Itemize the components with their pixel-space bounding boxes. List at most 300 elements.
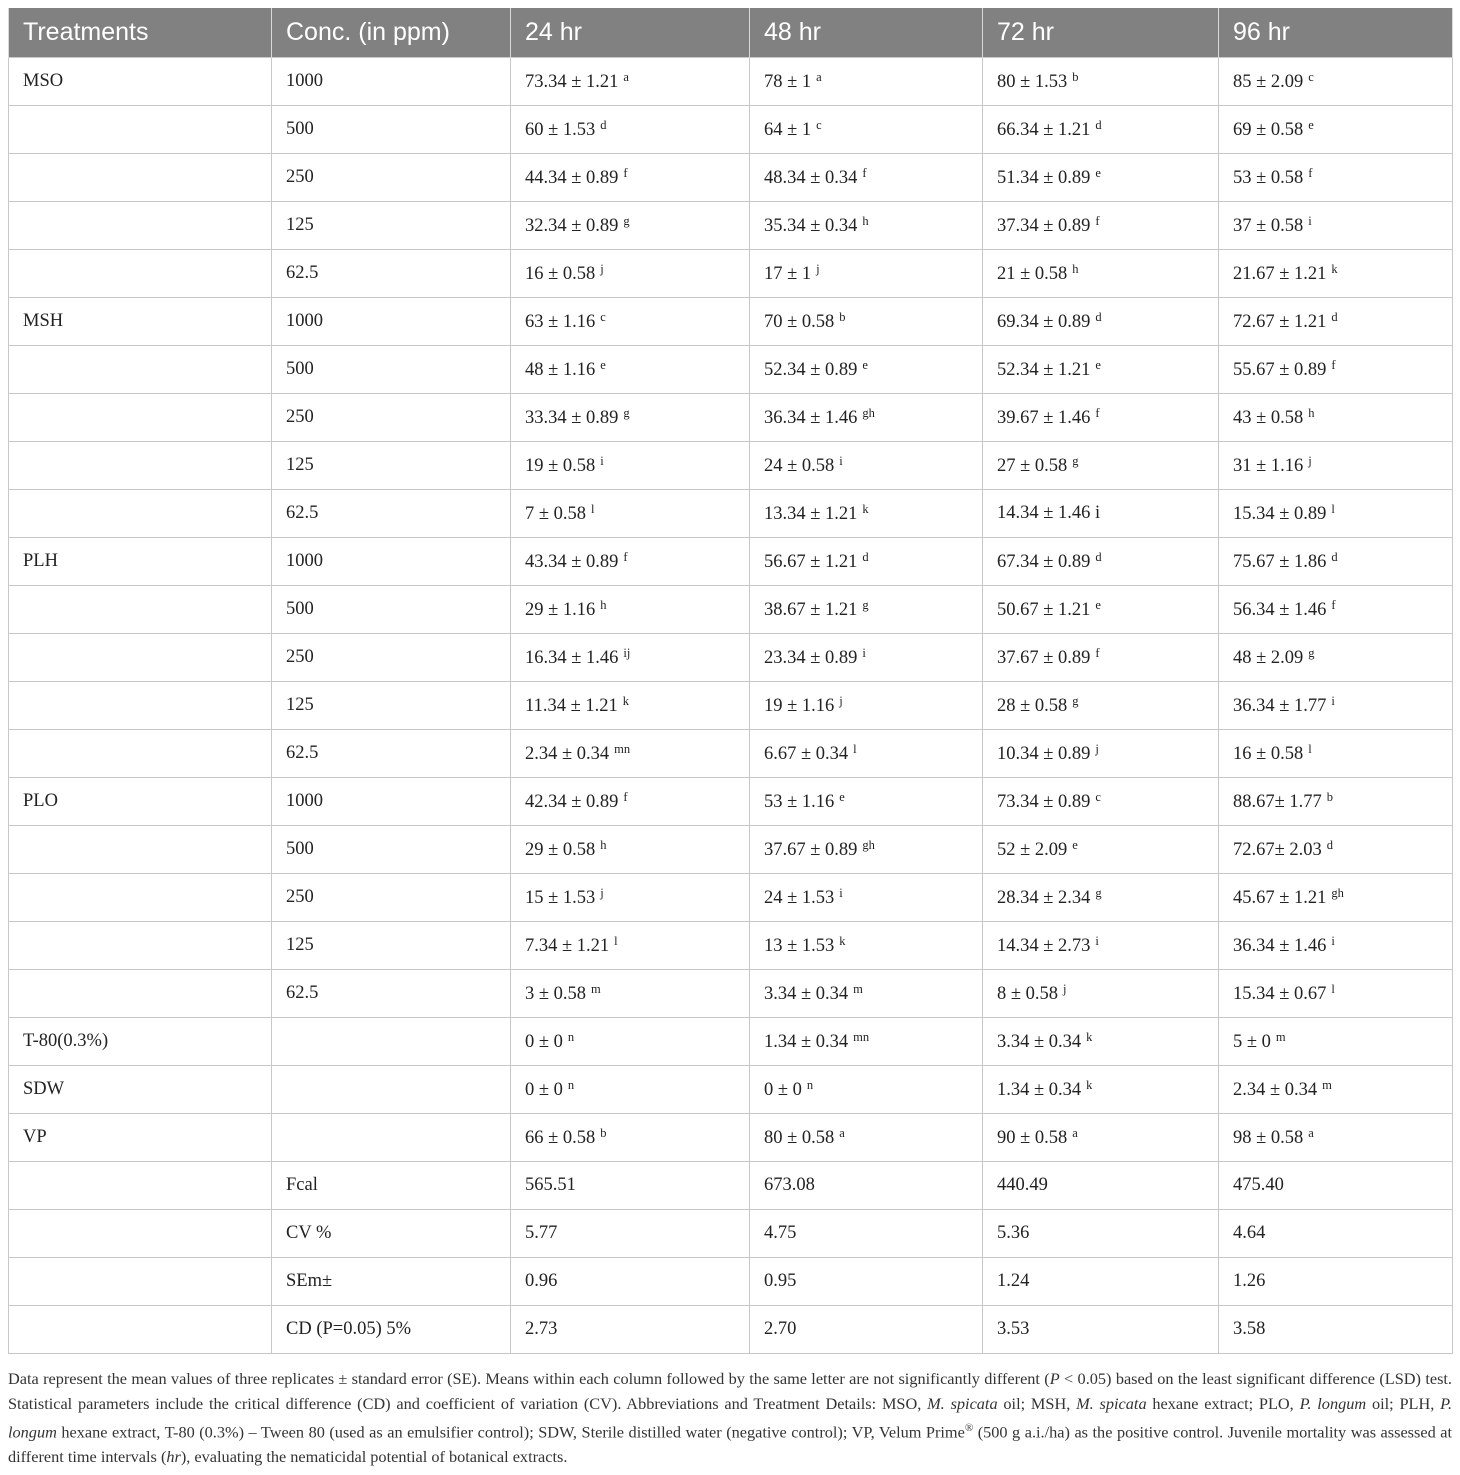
value-cell — [750, 106, 983, 154]
significance-letter: j — [600, 262, 604, 276]
mean-se-value: 53 ± 0.58 — [1233, 168, 1304, 188]
value-cell — [750, 442, 983, 490]
significance-letter: i — [839, 886, 843, 900]
value-cell — [511, 1258, 750, 1306]
conc-cell: 125 — [272, 202, 511, 250]
mean-se-value: 52 ± 2.09 — [997, 840, 1068, 860]
conc-cell — [272, 1066, 511, 1114]
treatment-cell — [9, 346, 272, 394]
mean-se-value: 80 ± 1.53 — [997, 72, 1068, 92]
value-cell — [1219, 298, 1453, 346]
mean-se-value: 39.67 ± 1.46 — [997, 408, 1091, 428]
mean-se-value: 3.58 — [1233, 1319, 1266, 1339]
value-cell — [983, 1114, 1219, 1162]
significance-letter: g — [1072, 454, 1079, 468]
conc-cell: 62.5 — [272, 490, 511, 538]
value-cell — [1219, 1258, 1453, 1306]
value-cell — [1219, 442, 1453, 490]
mean-se-value: 28.34 ± 2.34 — [997, 888, 1091, 908]
treatment-cell: MSH — [9, 298, 272, 346]
mean-se-value: 43 ± 0.58 — [1233, 408, 1304, 428]
value-cell — [511, 826, 750, 874]
mean-se-value: 48.34 ± 0.34 — [764, 168, 858, 188]
significance-letter: g — [623, 406, 630, 420]
value-cell — [750, 682, 983, 730]
significance-letter: l — [1308, 742, 1312, 756]
significance-letter: j — [1063, 982, 1067, 996]
mean-se-value: 23.34 ± 0.89 — [764, 648, 858, 668]
significance-letter: f — [1095, 406, 1100, 420]
treatment-cell — [9, 1258, 272, 1306]
treatment-cell — [9, 394, 272, 442]
mean-se-value: 66 ± 0.58 — [525, 1128, 596, 1148]
significance-letter: a — [816, 70, 822, 84]
mean-se-value: 52.34 ± 0.89 — [764, 360, 858, 380]
conc-cell: 250 — [272, 394, 511, 442]
significance-letter: j — [816, 262, 820, 276]
significance-letter: e — [1072, 838, 1078, 852]
significance-letter: a — [1072, 1126, 1078, 1140]
significance-letter: i — [1308, 214, 1312, 228]
value-cell — [511, 1114, 750, 1162]
significance-letter: i — [600, 454, 604, 468]
value-cell — [750, 346, 983, 394]
significance-letter: mn — [614, 742, 631, 756]
treatment-cell — [9, 1210, 272, 1258]
mean-se-value: 475.40 — [1233, 1175, 1284, 1195]
conc-cell: 62.5 — [272, 730, 511, 778]
value-cell — [1219, 1018, 1453, 1066]
value-cell — [1219, 970, 1453, 1018]
mean-se-value: 19 ± 0.58 — [525, 456, 596, 476]
treatment-cell — [9, 202, 272, 250]
significance-letter: d — [1331, 550, 1338, 564]
value-cell — [511, 778, 750, 826]
significance-letter: f — [862, 166, 867, 180]
treatment-cell — [9, 106, 272, 154]
mean-se-value: 21 ± 0.58 — [997, 264, 1068, 284]
value-cell — [511, 1210, 750, 1258]
value-cell — [1219, 202, 1453, 250]
value-cell — [983, 490, 1219, 538]
value-cell — [511, 202, 750, 250]
mean-se-value: 36.34 ± 1.77 — [1233, 696, 1327, 716]
mean-se-value: 43.34 ± 0.89 — [525, 552, 619, 572]
significance-letter: ij — [623, 646, 631, 660]
table-row — [9, 922, 1453, 970]
mean-se-value: 35.34 ± 0.34 — [764, 216, 858, 236]
significance-letter: gh — [862, 406, 875, 420]
significance-letter: mn — [853, 1030, 870, 1044]
value-cell — [750, 1162, 983, 1210]
value-cell — [511, 154, 750, 202]
mean-se-value: 13.34 ± 1.21 — [764, 504, 858, 524]
treatment-cell: T-80(0.3%) — [9, 1018, 272, 1066]
treatment-cell: VP — [9, 1114, 272, 1162]
conc-cell: 500 — [272, 826, 511, 874]
significance-letter: k — [622, 694, 629, 708]
value-cell — [1219, 682, 1453, 730]
mean-se-value: 36.34 ± 1.46 — [764, 408, 858, 428]
significance-letter: f — [623, 550, 628, 564]
significance-letter: b — [1072, 70, 1079, 84]
conc-cell: CV % — [272, 1210, 511, 1258]
significance-letter: c — [1095, 790, 1101, 804]
value-cell — [983, 1018, 1219, 1066]
table-row — [9, 1066, 1453, 1114]
mean-se-value: 3.34 ± 0.34 — [997, 1032, 1082, 1052]
table-row — [9, 1306, 1453, 1354]
value-cell — [1219, 250, 1453, 298]
value-cell — [511, 730, 750, 778]
mean-se-value: 15.34 ± 0.67 — [1233, 984, 1327, 1004]
value-cell — [511, 634, 750, 682]
significance-letter: l — [1331, 982, 1335, 996]
mean-se-value: 63 ± 1.16 — [525, 312, 596, 332]
mean-se-value: 673.08 — [764, 1175, 815, 1195]
value-cell — [1219, 1114, 1453, 1162]
significance-letter: h — [862, 214, 869, 228]
value-cell — [983, 682, 1219, 730]
value-cell — [983, 538, 1219, 586]
value-cell — [511, 298, 750, 346]
significance-letter: h — [1072, 262, 1079, 276]
mean-se-value: 5 ± 0 — [1233, 1032, 1271, 1052]
significance-letter: j — [1308, 454, 1312, 468]
value-cell — [750, 58, 983, 106]
value-cell — [511, 586, 750, 634]
value-cell — [750, 1306, 983, 1354]
mean-se-value: 50.67 ± 1.21 — [997, 600, 1091, 620]
significance-letter: f — [623, 166, 628, 180]
significance-letter: f — [1331, 358, 1336, 372]
treatment-cell — [9, 730, 272, 778]
value-cell — [983, 1306, 1219, 1354]
value-cell — [750, 730, 983, 778]
table-row — [9, 634, 1453, 682]
value-cell — [750, 586, 983, 634]
value-cell — [511, 1162, 750, 1210]
mean-se-value: 0.95 — [764, 1271, 797, 1291]
value-cell — [750, 922, 983, 970]
mean-se-value: 37 ± 0.58 — [1233, 216, 1304, 236]
mean-se-value: 7.34 ± 1.21 — [525, 936, 610, 956]
mean-se-value: 24 ± 0.58 — [764, 456, 835, 476]
significance-letter: e — [1095, 166, 1101, 180]
value-cell — [511, 922, 750, 970]
value-cell — [1219, 346, 1453, 394]
value-cell — [511, 346, 750, 394]
value-cell — [983, 250, 1219, 298]
mean-se-value: 48 ± 2.09 — [1233, 648, 1304, 668]
conc-cell: 125 — [272, 682, 511, 730]
value-cell — [750, 538, 983, 586]
mean-se-value: 67.34 ± 0.89 — [997, 552, 1091, 572]
table-row — [9, 250, 1453, 298]
mean-se-value: 37.34 ± 0.89 — [997, 216, 1091, 236]
value-cell — [750, 874, 983, 922]
mean-se-value: 17 ± 1 — [764, 264, 812, 284]
value-cell — [750, 250, 983, 298]
table-row — [9, 346, 1453, 394]
value-cell — [983, 730, 1219, 778]
significance-letter: g — [862, 598, 869, 612]
table-row — [9, 106, 1453, 154]
significance-letter: h — [600, 838, 607, 852]
mean-se-value: 44.34 ± 0.89 — [525, 168, 619, 188]
table-row — [9, 874, 1453, 922]
mean-se-value: 2.34 ± 0.34 — [1233, 1080, 1318, 1100]
mean-se-value: 70 ± 0.58 — [764, 312, 835, 332]
mean-se-value: 80 ± 0.58 — [764, 1128, 835, 1148]
conc-cell: 250 — [272, 154, 511, 202]
significance-letter: m — [853, 982, 863, 996]
table-row — [9, 490, 1453, 538]
mean-se-value: 56.67 ± 1.21 — [764, 552, 858, 572]
significance-letter: f — [1095, 214, 1100, 228]
mean-se-value: 90 ± 0.58 — [997, 1128, 1068, 1148]
table-row — [9, 154, 1453, 202]
value-cell — [1219, 154, 1453, 202]
header-96hr: 96 hr — [1219, 8, 1453, 58]
table-row — [9, 1258, 1453, 1306]
mean-se-value: 0 ± 0 — [525, 1080, 563, 1100]
value-cell — [983, 1258, 1219, 1306]
significance-letter: g — [1308, 646, 1315, 660]
value-cell — [750, 970, 983, 1018]
conc-cell: 62.5 — [272, 970, 511, 1018]
mean-se-value: 6.67 ± 0.34 — [764, 744, 849, 764]
mean-se-value: 31 ± 1.16 — [1233, 456, 1304, 476]
significance-letter: n — [567, 1078, 575, 1092]
mean-se-value: 98 ± 0.58 — [1233, 1128, 1304, 1148]
value-cell — [1219, 394, 1453, 442]
value-cell — [983, 154, 1219, 202]
mean-se-value: 0 ± 0 — [764, 1080, 802, 1100]
value-cell — [511, 394, 750, 442]
mean-se-value: 440.49 — [997, 1175, 1048, 1195]
conc-cell: 250 — [272, 634, 511, 682]
mean-se-value: 32.34 ± 0.89 — [525, 216, 619, 236]
value-cell — [1219, 106, 1453, 154]
significance-letter: g — [1072, 694, 1079, 708]
conc-cell: CD (P=0.05) 5% — [272, 1306, 511, 1354]
value-cell — [511, 442, 750, 490]
mean-se-value: 1.34 ± 0.34 — [997, 1080, 1082, 1100]
mean-se-value: 48 ± 1.16 — [525, 360, 596, 380]
significance-letter: i — [1331, 694, 1335, 708]
value-cell — [511, 1066, 750, 1114]
header-48hr: 48 hr — [750, 8, 983, 58]
value-cell — [983, 106, 1219, 154]
mean-se-value: 73.34 ± 0.89 — [997, 792, 1091, 812]
mean-se-value: 27 ± 0.58 — [997, 456, 1068, 476]
table-row — [9, 586, 1453, 634]
mean-se-value: 5.36 — [997, 1223, 1030, 1243]
mean-se-value: 3.53 — [997, 1319, 1030, 1339]
significance-letter: c — [600, 310, 606, 324]
significance-letter: f — [1095, 646, 1100, 660]
value-cell — [1219, 634, 1453, 682]
treatment-cell — [9, 970, 272, 1018]
significance-letter: e — [600, 358, 606, 372]
value-cell — [750, 1114, 983, 1162]
value-cell — [983, 58, 1219, 106]
table-row — [9, 970, 1453, 1018]
value-cell — [1219, 1306, 1453, 1354]
mean-se-value: 3 ± 0.58 — [525, 984, 587, 1004]
mean-se-value: 16 ± 0.58 — [1233, 744, 1304, 764]
mean-se-value: 15.34 ± 0.89 — [1233, 504, 1327, 524]
value-cell — [1219, 826, 1453, 874]
significance-letter: f — [623, 790, 628, 804]
table-row — [9, 730, 1453, 778]
header-row — [9, 8, 1453, 58]
value-cell — [983, 922, 1219, 970]
mean-se-value: 51.34 ± 0.89 — [997, 168, 1091, 188]
conc-cell: 125 — [272, 442, 511, 490]
significance-letter: a — [1308, 1126, 1314, 1140]
conc-cell: 1000 — [272, 58, 511, 106]
mean-se-value: 14.34 ± 2.73 — [997, 936, 1091, 956]
value-cell — [750, 490, 983, 538]
table-row — [9, 202, 1453, 250]
mean-se-value: 7 ± 0.58 — [525, 504, 587, 524]
mean-se-value: 15 ± 1.53 — [525, 888, 596, 908]
value-cell — [511, 490, 750, 538]
mean-se-value: 0 ± 0 — [525, 1032, 563, 1052]
value-cell — [983, 970, 1219, 1018]
significance-letter: e — [1095, 358, 1101, 372]
treatment-cell: SDW — [9, 1066, 272, 1114]
mean-se-value: 69 ± 0.58 — [1233, 120, 1304, 140]
significance-letter: a — [839, 1126, 845, 1140]
mean-se-value: 1.26 — [1233, 1271, 1266, 1291]
treatment-cell — [9, 250, 272, 298]
value-cell — [983, 202, 1219, 250]
significance-letter: i — [1095, 934, 1099, 948]
header-treatments: Treatments — [9, 8, 272, 58]
significance-letter: n — [806, 1078, 814, 1092]
significance-letter: d — [1095, 310, 1102, 324]
conc-cell: 500 — [272, 586, 511, 634]
conc-cell: 125 — [272, 922, 511, 970]
value-cell — [1219, 490, 1453, 538]
table-container — [8, 8, 1452, 1354]
significance-letter: l — [591, 502, 595, 516]
mean-se-value: 16.34 ± 1.46 — [525, 648, 619, 668]
mean-se-value: 14.34 ± 1.46 i — [997, 503, 1101, 523]
table-row — [9, 538, 1453, 586]
table-row — [9, 1018, 1453, 1066]
significance-letter: b — [600, 1126, 607, 1140]
significance-letter: g — [623, 214, 630, 228]
results-table — [8, 8, 1453, 1354]
value-cell — [1219, 922, 1453, 970]
table-row — [9, 394, 1453, 442]
value-cell — [511, 538, 750, 586]
value-cell — [983, 346, 1219, 394]
mean-se-value: 3.34 ± 0.34 — [764, 984, 849, 1004]
mean-se-value: 37.67 ± 0.89 — [997, 648, 1091, 668]
significance-letter: e — [1095, 598, 1101, 612]
value-cell — [750, 1258, 983, 1306]
significance-letter: d — [600, 118, 607, 132]
value-cell — [983, 778, 1219, 826]
significance-letter: gh — [862, 838, 875, 852]
mean-se-value: 4.75 — [764, 1223, 797, 1243]
treatment-cell — [9, 490, 272, 538]
value-cell — [750, 826, 983, 874]
treatment-cell — [9, 682, 272, 730]
treatment-cell — [9, 922, 272, 970]
significance-letter: j — [600, 886, 604, 900]
value-cell — [983, 1162, 1219, 1210]
mean-se-value: 55.67 ± 0.89 — [1233, 360, 1327, 380]
mean-se-value: 72.67± 2.03 — [1233, 840, 1322, 860]
mean-se-value: 28 ± 0.58 — [997, 696, 1068, 716]
mean-se-value: 75.67 ± 1.86 — [1233, 552, 1327, 572]
value-cell — [983, 634, 1219, 682]
significance-letter: d — [1331, 310, 1338, 324]
significance-letter: b — [1326, 790, 1334, 804]
significance-letter: k — [1086, 1030, 1093, 1044]
table-row — [9, 826, 1453, 874]
mean-se-value: 45.67 ± 1.21 — [1233, 888, 1327, 908]
value-cell — [983, 826, 1219, 874]
significance-letter: h — [600, 598, 607, 612]
significance-letter: h — [1308, 406, 1315, 420]
mean-se-value: 37.67 ± 0.89 — [764, 840, 858, 860]
mean-se-value: 60 ± 1.53 — [525, 120, 596, 140]
value-cell — [750, 202, 983, 250]
mean-se-value: 0.96 — [525, 1271, 558, 1291]
mean-se-value: 10.34 ± 0.89 — [997, 744, 1091, 764]
value-cell — [983, 298, 1219, 346]
mean-se-value: 85 ± 2.09 — [1233, 72, 1304, 92]
conc-cell: 1000 — [272, 778, 511, 826]
significance-letter: e — [1308, 118, 1314, 132]
treatment-cell: PLH — [9, 538, 272, 586]
treatment-cell — [9, 442, 272, 490]
significance-letter: l — [614, 934, 618, 948]
mean-se-value: 66.34 ± 1.21 — [997, 120, 1091, 140]
treatment-cell: PLO — [9, 778, 272, 826]
value-cell — [1219, 1162, 1453, 1210]
conc-cell — [272, 1114, 511, 1162]
value-cell — [983, 394, 1219, 442]
header-conc: Conc. (in ppm) — [272, 8, 511, 58]
value-cell — [983, 874, 1219, 922]
significance-letter: l — [853, 742, 857, 756]
value-cell — [1219, 874, 1453, 922]
header-24hr: 24 hr — [511, 8, 750, 58]
significance-letter: i — [862, 646, 866, 660]
treatment-cell — [9, 586, 272, 634]
value-cell — [1219, 1210, 1453, 1258]
table-row — [9, 1210, 1453, 1258]
table-row — [9, 1114, 1453, 1162]
table-body — [9, 58, 1453, 1354]
value-cell — [750, 778, 983, 826]
mean-se-value: 8 ± 0.58 — [997, 984, 1059, 1004]
significance-letter: k — [839, 934, 846, 948]
value-cell — [750, 634, 983, 682]
value-cell — [750, 154, 983, 202]
mean-se-value: 69.34 ± 0.89 — [997, 312, 1091, 332]
significance-letter: i — [1331, 934, 1335, 948]
significance-letter: k — [1086, 1078, 1093, 1092]
